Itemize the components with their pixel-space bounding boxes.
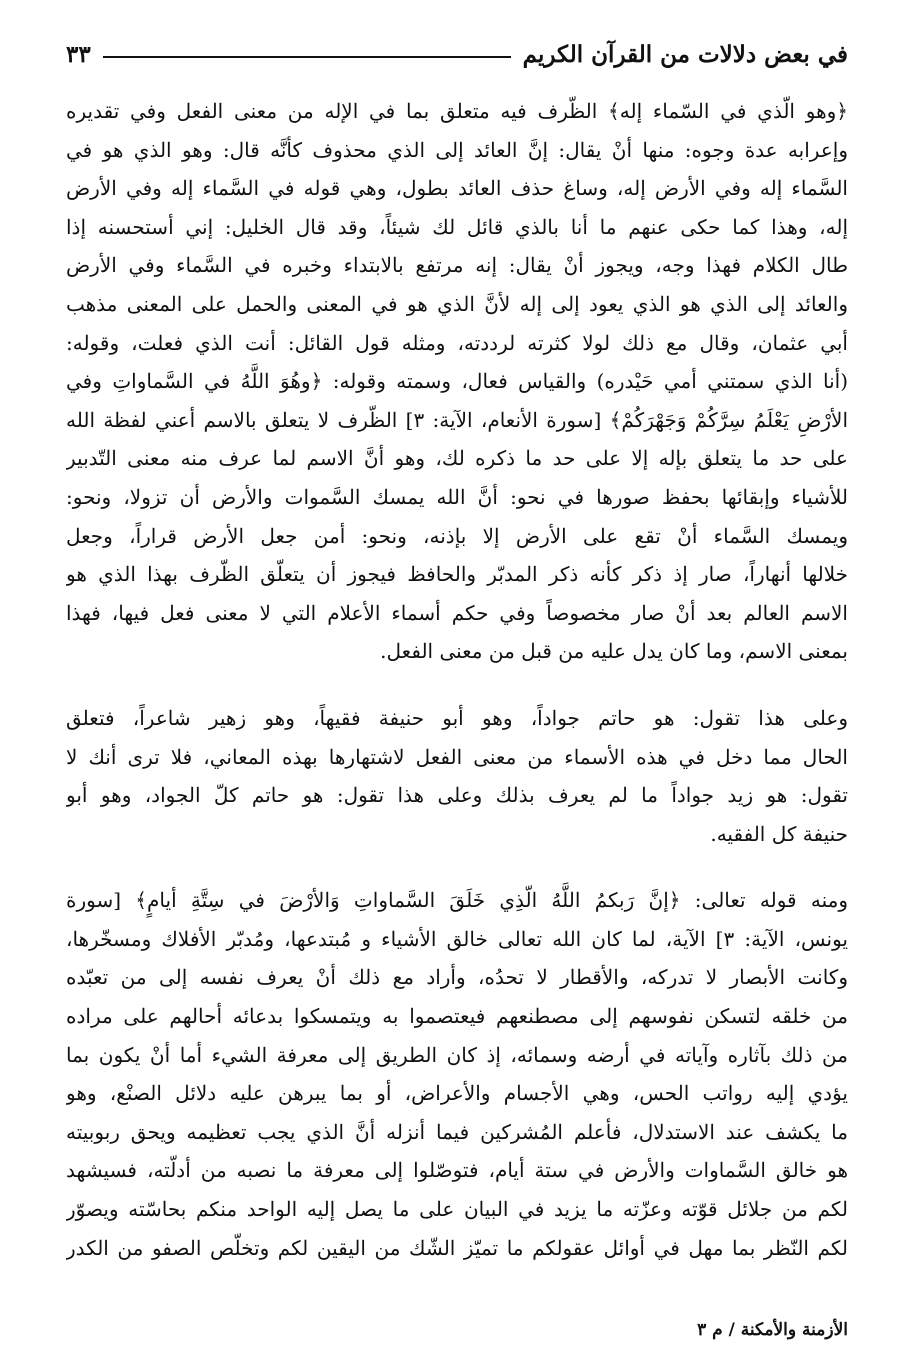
- text-line: الحال مما دخل في هذه الأسماء من معنى الفعل لاشتهارها بهذه المعاني، فلا ترى أنك لا: [66, 744, 848, 769]
- text-line: السَّماء إله وفي الأرض إله، وساغ حذف العائد بطول، وهي قوله في السَّماء إله وفي الأرض: [66, 176, 848, 201]
- body-text: [66, 92, 848, 1267]
- text-line: للأشياء وإبقائها بحفظ صورها في نحو: أنَّ الله يمسك السَّموات والأرض أن تزولا، ونحو:: [66, 484, 848, 509]
- page-header: [66, 36, 848, 72]
- text-line: يونس، الآية: ٣] الآية، لما كان الله تعالى خالق الأشياء و مُبتدعها، ومُدبّر الأفلاك ومسخّرها،: [66, 926, 848, 951]
- text-line: ﴿وهو الّذي في السّماء إله﴾ الظّرف فيه متعلق بما في الإله من معنى الفعل وفي تقديره: [66, 99, 848, 123]
- text-line: تقول: هو زيد جواداً ما لم يعرف بذلك وعلى هذا تقول: هو حاتم كلّ الجواد، وهو أبو: [66, 783, 848, 808]
- paragraph: [66, 881, 848, 1267]
- running-title: في بعض دلالات من القرآن الكريم: [522, 40, 848, 68]
- text-line: الأرْضِ يَعْلَمُ سِرَّكُمْ وَجَهْرَكُمْ﴾ [سورة الأنعام، الآية: ٣] الظّرف لا يتعلق بالاسم أعني لفظة الله: [66, 407, 848, 432]
- text-line: من ذلك بآثاره وآياته في أرضه وسمائه، إذ كان الطريق إلى معرفة الشيء أما أنْ يكون بما: [66, 1042, 848, 1067]
- text-line: إله، وهذا كما حكى عنهم ما أنا بالذي قائل لك شيئاً، وقد قال الخليل: إني أستحسنه إذا: [66, 214, 848, 239]
- text-line: من خلقه لتسكن نفوسهم إلى مصطنعهم فيعتصموا به ويتمسكوا بدعائه أحالهم على مراده: [66, 1004, 848, 1029]
- text-line: خلالها أنهاراً، صار إذ ذكر كأنه ذكر المدبّر والحافظ فيجوز أن يتعلّق الظّرف بهذا الذي هو: [66, 562, 848, 587]
- signature-footer: الأزمنة والأمكنة / م ٣: [697, 1320, 848, 1340]
- text-line: لكم النّظر بما مهل في أوائل عقولكم ما تميّز الشّك من اليقين لكم وتخلّص الصفو من الكدر: [66, 1235, 848, 1260]
- text-line: على حد ما يتعلق بإله إلا على حد ما ذكره لك، وهو أنَّ الاسم لما عرف منه معنى التّدبير: [66, 446, 848, 471]
- text-line: لكم من جلائل قوّته وعزّته ما يزيد في البيان على ما يصل إليه الواحد منكم بحاسّته ويصوّر: [66, 1197, 848, 1222]
- text-line: وكانت الأبصار لا تدركه، والأقطار لا تحدُه، وأراد مع ذلك أنْ يعرف نفسه إلى من تعبّده: [66, 965, 848, 990]
- text-line: يؤدي إليه رواتب الحس، وهي الأجسام والأعراض، أو بما يبرهن عليه دلائل الصنْع، وهو: [66, 1081, 848, 1106]
- text-line: ويمسك السَّماء أنْ تقع على الأرض إلا بإذنه، ونحو: أمن جعل الأرض قراراً، وجعل: [66, 523, 848, 548]
- header-rule: [103, 56, 511, 58]
- paragraph-gap: [66, 671, 848, 699]
- text-line: بمعنى الاسم، وما كان يدل عليه من قبل من معنى الفعل.: [380, 639, 848, 664]
- text-line: طال الكلام فهذا وجه، ويجوز أنْ يقال: إنه مرتفع بالابتداء وخبره في السَّماء وفي الأرض: [66, 253, 848, 278]
- page-number: ٣٣: [66, 40, 91, 68]
- text-line: (أنا الذي سمتني أمي حَيْدره) والقياس فعال، وسمته وقوله: ﴿وهُوَ اللَّهُ في السَّماواتِ وفي: [66, 369, 848, 394]
- text-line: ومنه قوله تعالى: ﴿إنَّ رَبكمُ اللَّهُ الّذِي خَلَقَ السَّماواتِ وَالأرْضَ في سِتَّةِ أيامٍ﴾ [سورة: [66, 888, 848, 913]
- text-line: والعائد إلى الذي هو الذي يعود إلى إله لأنَّ الذي هو في المعنى والحمل على المعنى مذهب: [66, 291, 848, 316]
- text-line: وعلى هذا تقول: هو حاتم جواداً، وهو أبو حنيفة فقيهاً، وهو زهير شاعراً، فتعلق: [66, 705, 848, 730]
- text-line: الاسم العالم بعد أنْ صار مخصوصاً وفي حكم أسماء الأعلام التي لا معنى فعل فيها، فهذا: [66, 600, 848, 625]
- text-line: هو خالق السَّماوات والأرض في ستة أيام، فتوصّلوا إلى معرفة ما نصبه من أدلّته، فسيشهد: [66, 1158, 848, 1183]
- text-line: ما يكشف عند الاستدلال، فأعلم المُشركين فيما أنزله أنَّ الذي يجب تعظيمه ويحق ربوبيته: [66, 1119, 848, 1144]
- paragraph: [66, 699, 848, 853]
- text-line: حنيفة كل الفقيه.: [710, 821, 848, 846]
- text-line: أبي عثمان، وقال مع ذلك لولا كثرته لرددته، ومثله قول القائل: أنت الذي فعلت، وقوله:: [66, 330, 848, 355]
- paragraph-gap: [66, 853, 848, 881]
- paragraph: [66, 92, 848, 671]
- text-line: وإعرابه عدة وجوه: منها أنْ يقال: إنَّ العائد إلى الذي محذوف كأنَّه قال: وهو الذي هو في: [66, 137, 848, 162]
